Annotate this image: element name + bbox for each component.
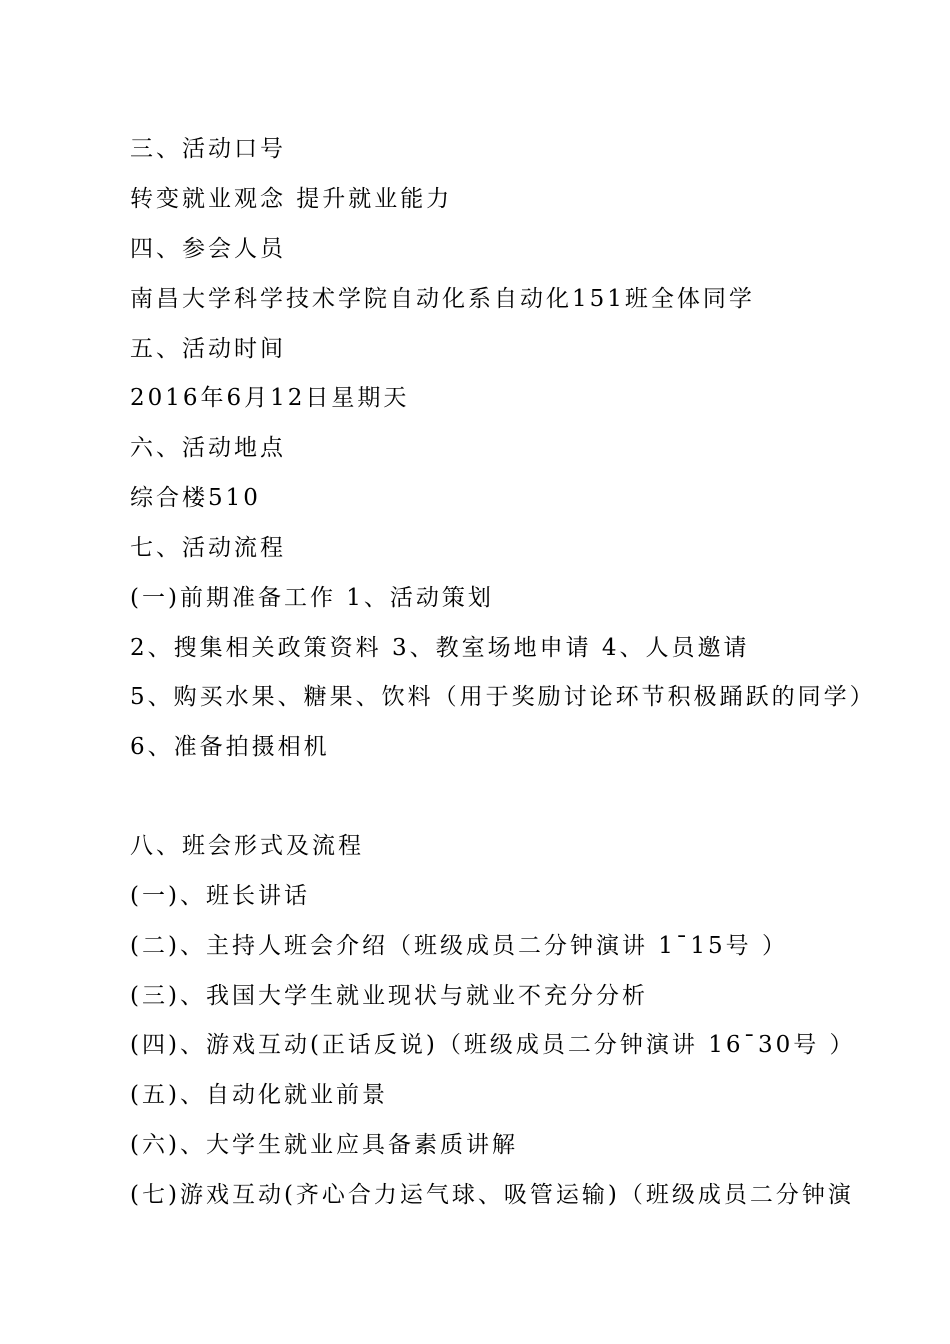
slogan-text: 转变就业观念 提升就业能力 [130,186,453,212]
format-item-1: (一)、班长讲话 [130,883,310,909]
format-item-4: (四)、游戏互动(正话反说)（班级成员二分钟演讲 16¯30号 ） [130,1032,856,1058]
format-item-6: (六)、大学生就业应具备素质讲解 [130,1132,518,1158]
process-item-4: 6、准备拍摄相机 [130,734,330,760]
heading-participants: 四、参会人员 [130,236,286,262]
heading-slogan: 三、活动口号 [130,136,286,162]
participants-text: 南昌大学科学技术学院自动化系自动化151班全体同学 [130,286,755,312]
location-text: 综合楼510 [130,485,261,511]
format-item-7: (七)游戏互动(齐心合力运气球、吸管运输)（班级成员二分钟演 [130,1182,854,1208]
heading-process: 七、活动流程 [130,535,286,561]
process-item-3: 5、购买水果、糖果、饮料（用于奖励讨论环节积极踊跃的同学） [130,684,876,710]
format-item-2: (二)、主持人班会介绍（班级成员二分钟演讲 1¯15号 ） [130,933,788,959]
format-item-3: (三)、我国大学生就业现状与就业不充分分析 [130,983,648,1009]
heading-format: 八、班会形式及流程 [130,833,364,859]
format-item-5: (五)、自动化就业前景 [130,1082,388,1108]
process-item-1: (一)前期准备工作 1、活动策划 [130,585,494,611]
heading-location: 六、活动地点 [130,435,286,461]
process-item-2: 2、搜集相关政策资料 3、教室场地申请 4、人员邀请 [130,635,750,661]
time-text: 2016年6月12日星期天 [130,385,410,411]
heading-time: 五、活动时间 [130,336,286,362]
